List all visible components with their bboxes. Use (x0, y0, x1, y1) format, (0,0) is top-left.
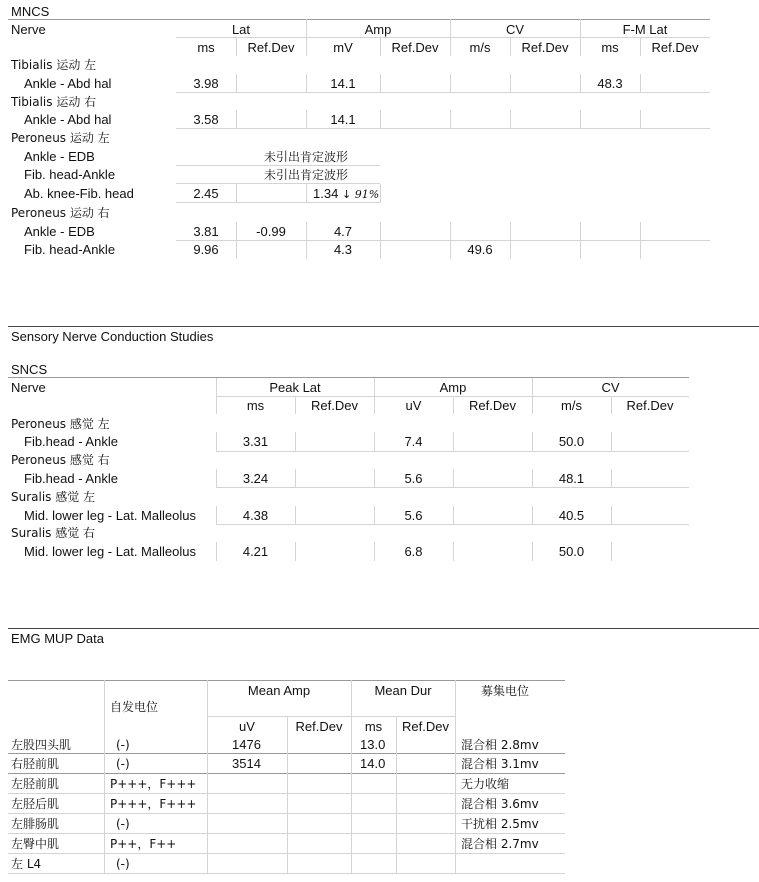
mncs-cv-header: CV (505, 22, 525, 37)
emg-spont-value: (-) (116, 757, 130, 771)
emg-spont-value: P+++，F+++ (110, 777, 197, 791)
mncs-cv-value: 49.6 (467, 242, 493, 257)
sncs-unit: Ref.Dev (469, 398, 516, 413)
sncs-unit: uV (405, 398, 422, 413)
sncs-cv-value: 40.5 (558, 508, 585, 523)
sncs-peak-value: 3.31 (242, 434, 269, 449)
mncs-amp-number: 1.34 (313, 186, 339, 201)
sncs-site: Fib.head - Ankle (24, 471, 118, 486)
emg-mean-amp-header: Mean Amp (247, 683, 311, 698)
emg-spont-header: 自发电位 (110, 700, 159, 714)
sncs-unit: m/s (561, 398, 582, 413)
arrow-down-icon: ↓ (341, 188, 352, 201)
emg-recruit-value: 混合相 2.7mv (461, 837, 539, 851)
mncs-lat-value: 3.98 (193, 76, 219, 91)
emg-muscle: 左 L4 (11, 857, 42, 871)
sncs-unit: Ref.Dev (626, 398, 674, 413)
emg-spont-value: (-) (116, 738, 130, 752)
mncs-fm-value: 48.3 (597, 76, 623, 91)
sncs-amp-value: 7.4 (404, 434, 423, 449)
mncs-nerve-name: Tibialis 运动 左 (11, 58, 97, 72)
mncs-unit: Ref.Dev (651, 40, 699, 55)
mncs-unit: ms (197, 40, 215, 55)
mncs-amp-header: Amp (364, 22, 392, 37)
mncs-lat-value: 3.81 (193, 224, 219, 239)
emg-spont-value: P+++，F+++ (110, 797, 197, 811)
mncs-amp-value (313, 186, 379, 203)
emg-mean-dur-header: Mean Dur (374, 683, 432, 698)
sncs-nerve-header: Nerve (11, 380, 46, 395)
emg-recruit-value: 无力收缩 (461, 777, 510, 791)
mncs-nerve-name: Peroneus 运动 左 (11, 131, 110, 145)
mncs-nerve-header: Nerve (11, 22, 46, 37)
sncs-amp-header: Amp (439, 380, 467, 395)
mncs-title: MNCS (11, 4, 50, 19)
emg-spont-value: (-) (116, 857, 130, 871)
emg-recruit-value: 干扰相 2.5mv (461, 817, 539, 831)
emg-amp-value: 3514 (232, 756, 261, 771)
mncs-site: Ab. knee-Fib. head (24, 186, 134, 201)
mncs-note: 未引出肯定波形 (264, 150, 349, 164)
sncs-cv-value: 48.1 (558, 471, 585, 486)
mncs-unit: Ref.Dev (521, 40, 569, 55)
section-rule (8, 628, 759, 629)
emg-section-title: EMG MUP Data (11, 631, 104, 646)
emg-spont-value: P++，F++ (110, 837, 177, 851)
mncs-amp-value: 14.1 (330, 112, 356, 127)
mncs-amp-value: 14.1 (330, 76, 356, 91)
sncs-nerve-name: Peroneus 感觉 右 (11, 453, 110, 467)
mncs-group-divider (176, 37, 710, 38)
emg-muscle: 左股四头肌 (11, 738, 72, 752)
mncs-unit: m/s (469, 40, 491, 55)
emg-unit: uV (239, 719, 255, 734)
emg-muscle: 左臀中肌 (11, 837, 60, 851)
mncs-amp-percent: 91% (354, 188, 380, 201)
mncs-note: 未引出肯定波形 (264, 168, 349, 182)
emg-recruit-value: 混合相 3.6mv (461, 797, 539, 811)
sncs-amp-value: 5.6 (404, 471, 423, 486)
mncs-amp-value: 4.3 (333, 242, 353, 257)
sncs-unit: ms (246, 398, 265, 413)
mncs-site: Fib. head-Ankle (24, 167, 116, 182)
section-rule (8, 326, 759, 327)
sncs-site: Mid. lower leg - Lat. Malleolus (24, 544, 196, 559)
mncs-nerve-name: Peroneus 运动 右 (11, 206, 110, 220)
emg-muscle: 左腓肠肌 (11, 817, 60, 831)
mncs-lat-value: 2.45 (193, 186, 219, 201)
mncs-unit: Ref.Dev (247, 40, 295, 55)
mncs-amp-value: 4.7 (333, 224, 353, 239)
mncs-lat-header: Lat (231, 22, 251, 37)
sncs-peak-value: 4.38 (242, 508, 269, 523)
sncs-cv-value: 50.0 (558, 434, 585, 449)
sncs-cv-header: CV (601, 380, 620, 395)
mncs-unit: Ref.Dev (391, 40, 439, 55)
emg-unit: ms (364, 719, 383, 734)
emg-muscle: 右胫前肌 (11, 757, 60, 771)
emg-dur-value: 14.0 (360, 756, 386, 771)
mncs-fm-header: F-M Lat (622, 22, 668, 37)
mncs-site: Fib. head-Ankle (24, 242, 116, 257)
sncs-unit: Ref.Dev (311, 398, 358, 413)
mncs-site: Ankle - Abd hal (24, 76, 112, 91)
emg-dur-value: 13.0 (360, 737, 386, 752)
mncs-top-border (8, 19, 710, 20)
sncs-amp-value: 5.6 (404, 508, 423, 523)
sncs-title: SNCS (11, 362, 48, 377)
emg-spont-value: (-) (116, 817, 130, 831)
mncs-lat-ref-value: -0.99 (256, 224, 286, 239)
sncs-nerve-name: Suralis 感觉 左 (11, 490, 96, 504)
mncs-lat-value: 3.58 (193, 112, 219, 127)
mncs-site: Ankle - EDB (24, 149, 95, 164)
mncs-site: Ankle - EDB (24, 224, 95, 239)
mncs-unit: ms (601, 40, 619, 55)
sncs-cv-value: 50.0 (558, 544, 585, 559)
emg-muscle: 左胫后肌 (11, 797, 60, 811)
emg-unit: Ref.Dev (402, 719, 449, 734)
sncs-nerve-name: Suralis 感觉 右 (11, 526, 96, 540)
emg-amp-value: 1476 (232, 737, 261, 752)
sncs-peak-value: 3.24 (242, 471, 269, 486)
emg-recruit-value: 混合相 3.1mv (461, 757, 539, 771)
emg-muscle: 左胫前肌 (11, 777, 60, 791)
sncs-site: Fib.head - Ankle (24, 434, 118, 449)
emg-recruit-header: 募集电位 (481, 684, 530, 698)
sncs-peak-value: 4.21 (242, 544, 269, 559)
emg-unit: Ref.Dev (295, 719, 343, 734)
emg-recruit-value: 混合相 2.8mv (461, 738, 539, 752)
mncs-site: Ankle - Abd hal (24, 112, 112, 127)
sncs-peak-header: Peak Lat (269, 380, 321, 395)
mncs-unit: mV (333, 40, 353, 55)
mncs-lat-value: 9.96 (193, 242, 219, 257)
sensory-section-title: Sensory Nerve Conduction Studies (11, 329, 214, 344)
sncs-amp-value: 6.8 (404, 544, 423, 559)
mncs-nerve-name: Tibialis 运动 右 (11, 95, 97, 109)
sncs-site: Mid. lower leg - Lat. Malleolus (24, 508, 196, 523)
sncs-nerve-name: Peroneus 感觉 左 (11, 417, 110, 431)
